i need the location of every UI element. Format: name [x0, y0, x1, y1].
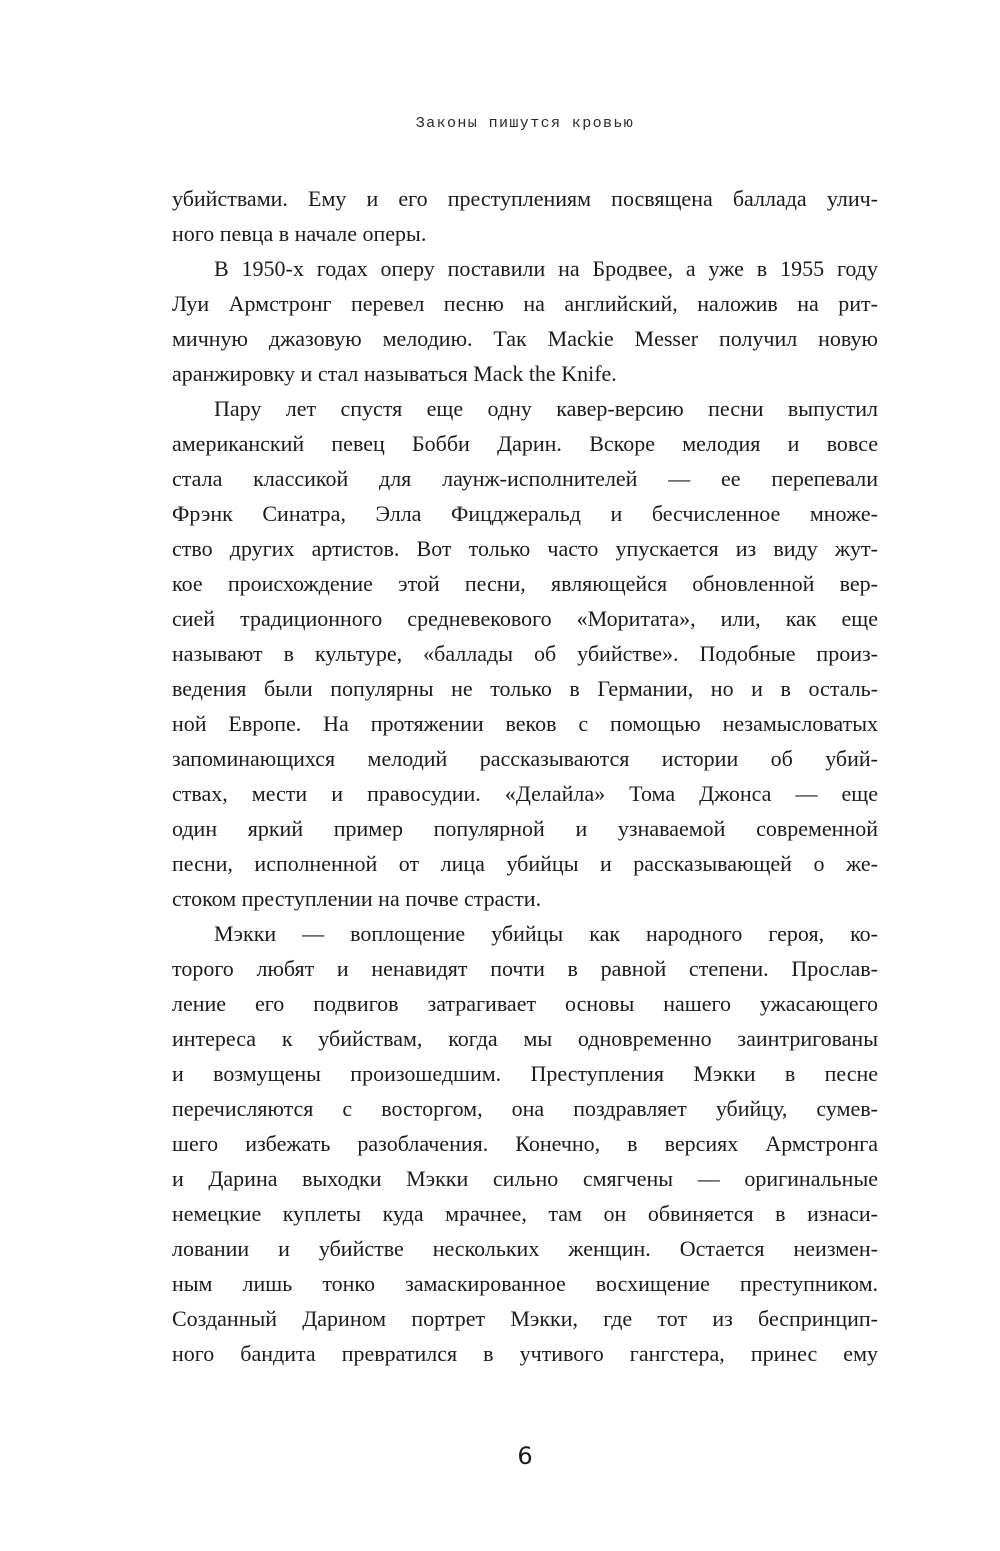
body-text — [172, 181, 878, 1371]
text-line: называют в культуре, «баллады об убийстве». Подобные произ- — [172, 641, 878, 666]
text-line: торого любят и ненавидят почти в равной степени. Прослав- — [172, 956, 878, 981]
text-line: американский певец Бобби Дарин. Вскоре мелодия и вовсе — [172, 431, 878, 456]
text-line: Созданный Дарином портрет Мэкки, где тот из беспринцип- — [172, 1306, 878, 1331]
text-line: ного певца в начале оперы. — [172, 221, 427, 246]
text-line: запоминающихся мелодий рассказываются истории об убий- — [172, 746, 878, 771]
text-line: стоком преступлении на почве страсти. — [172, 886, 542, 911]
text-line: перечисляются с восторгом, она поздравляет убийцу, сумев- — [172, 1096, 878, 1121]
text-line: ствах, мести и правосудии. «Делайла» Тома Джонса — еще — [172, 781, 878, 806]
paragraph — [172, 391, 878, 916]
text-line: интереса к убийствам, когда мы одновременно заинтригованы — [172, 1026, 878, 1051]
text-line: ным лишь тонко замаскированное восхищение преступником. — [172, 1271, 878, 1296]
text-line: ство других артистов. Вот только часто упускается из виду жут- — [172, 536, 878, 561]
text-line: и возмущены произошедшим. Преступления Мэкки в песне — [172, 1061, 878, 1086]
text-line: сией традиционного средневекового «Моритата», или, как еще — [172, 606, 878, 631]
text-line: ведения были популярны не только в Германии, но и в осталь- — [172, 676, 878, 701]
text-line: аранжировку и стал называться Mack the Knife. — [172, 361, 617, 386]
paragraph — [172, 181, 878, 251]
text-line: и Дарина выходки Мэкки сильно смягчены — оригинальные — [172, 1166, 878, 1191]
text-line: кое происхождение этой песни, являющейся обновленной вер- — [172, 571, 878, 596]
text-line: мичную джазовую мелодию. Так Mackie Messer получил новую — [172, 326, 878, 351]
text-line: убийствами. Ему и его преступлениям посвящена баллада улич- — [172, 186, 878, 211]
text-line: Фрэнк Синатра, Элла Фицджеральд и бесчисленное множе- — [172, 501, 878, 526]
text-line: немецкие куплеты куда мрачнее, там он обвиняется в изнаси- — [172, 1201, 878, 1226]
running-header: Законы пишутся кровью — [415, 115, 635, 132]
text-line: ление его подвигов затрагивает основы нашего ужасающего — [172, 991, 878, 1016]
text-line: песни, исполненной от лица убийцы и рассказывающей о же- — [172, 851, 878, 876]
text-line: ловании и убийстве нескольких женщин. Остается неизмен- — [172, 1236, 878, 1261]
page-number: 6 — [517, 1442, 533, 1470]
text-line: Луи Армстронг перевел песню на английский, наложив на рит- — [172, 291, 878, 316]
text-line: Пару лет спустя еще одну кавер-версию песни выпустил — [214, 396, 878, 421]
text-line: ного бандита превратился в учтивого гангстера, принес ему — [172, 1341, 878, 1366]
text-line: один яркий пример популярной и узнаваемой современной — [172, 816, 878, 841]
text-line: стала классикой для лаунж-исполнителей — ее перепевали — [172, 466, 878, 491]
text-line: Мэкки — воплощение убийцы как народного героя, ко- — [214, 921, 878, 946]
paragraph — [172, 251, 878, 391]
paragraph — [172, 916, 878, 1371]
text-line: шего избежать разоблачения. Конечно, в версиях Армстронга — [172, 1131, 878, 1156]
text-line: ной Европе. На протяжении веков с помощью незамысловатых — [172, 711, 878, 736]
text-line: В 1950-х годах оперу поставили на Бродвее, а уже в 1955 году — [214, 256, 878, 281]
